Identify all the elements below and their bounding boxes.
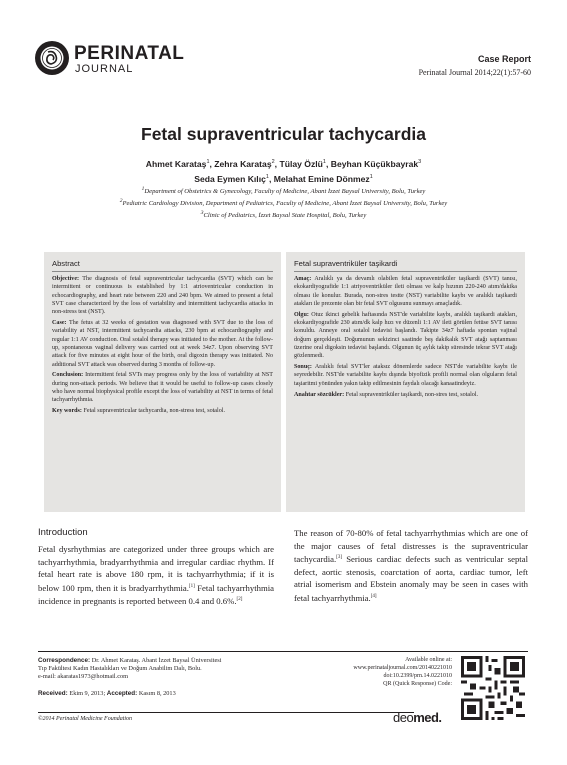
author-name: Beyhan Küçükbayrak (330, 158, 419, 169)
seal-icon (34, 40, 70, 76)
footer-divider (38, 651, 528, 652)
author-name: Ahmet Karataş (145, 158, 207, 169)
doi[interactable]: doi:10.2399/prn.14.0221010 (383, 672, 452, 679)
abstract-case: Case: The fetus at 32 weeks of gestation was diagnosed with SVT due to the loss of variability at NST, intermittent tachycardia attacks, 230 bpm at echocardiography and regular 1:1 AV conduction. Oral sotalol therapy was initiated to the mother. At the follow-up, spontaneous vaginal delivery was carried out at week 34z7. Upon observing SVT attack for five minutes at eight hour of the birth, oral digoxin therapy was initiated. No additional SVT attack was observed during 3 months of follow-up. (52, 320, 273, 368)
author-name: Zehra Karataş (214, 158, 272, 169)
affiliation: $^3$Clinic of Pediatrics, İzzet Baysal State Hospital, Bolu, Turkey (200, 209, 367, 219)
correspondence-email[interactable]: e-mail: akaratas1973@hotmail.com (38, 673, 129, 681)
affiliations (0, 185, 567, 220)
online-info: Available online at: www.perinataljournal.com/20140221010 doi:10.2399/prn.14.0221010 QR (Quick Response) Code: (353, 657, 452, 687)
author-name: Tülay Özlü (279, 158, 323, 169)
abstract-conclusion: Conclusion: Intermittent fetal SVTs may progress only by the loss of variability at NST during non-attack periods. We believe that it would be useful to follow-up cases closely who have normal biophysical profile except the loss of variability at NST in terms of fetal tachyarrhythmia. (52, 372, 273, 404)
copyright: ©2014 Perinatal Medicine Foundation (38, 716, 133, 722)
author-line-1: Ahmet Karataş$^1$, Zehra Karataş$^2$, Tülay Özlü$^1$, Beyhan Küçükbayrak$^3$ (145, 158, 422, 169)
journal-name: PERINATAL (74, 43, 185, 64)
abstract-tr-keywords: Anahtar sözcükler: Fetal supraventriküler taşikardi, non-stres test, sotalol. (294, 391, 479, 398)
article-title: Fetal supraventricular tachycardia (141, 124, 426, 144)
abstract-heading: Abstract (52, 259, 273, 272)
correspondence: Correspondence: Dr. Ahmet Karataş. Abant İzzet Baysal Üniversitesi Tıp Fakültesi Kadın Hastalıkları ve Doğum Anabilim Dalı, Bolu. e-mail: akaratas1973@hotmail.com (38, 657, 368, 682)
abstract-tr-heading: Fetal supraventriküler taşikardi (294, 259, 517, 272)
citation: Perinatal Journal 2014;22(1):57-60 (418, 68, 531, 77)
abstract-english (44, 252, 281, 512)
abstract-turkish (286, 252, 525, 512)
abstract-tr-olgu: Olgu: Otuz ikinci gebelik haftasında NST'de variabilite kaybı, aralıklı taşikardi atakları, ekokardiyografide 230 atım/dk kalp hızı ve düzenli 1:1 AV ileti görülen fetüse SVT tanısı konuldu. Anneye oral sotalol tedavisi başlandı. Takipte 34z7 haftada spontan vajinal doğum gerçekleşti. Doğumunun sekizinci saatinde beş dakikalık SVT atağı saptanması üzerine oral digoksin tedavisi başlandı. Olgunun üç aylık takip süresinde tekrar SVT atağı gözlenmedi. (294, 311, 517, 360)
author-name: Melahat Emine Dönmez (273, 173, 370, 184)
abstract-objective: Objective: The diagnosis of fetal supraventricular tachycardia (SVT) which can be intermittent or continuous is established by 1:1 atrioventricular conduction in echocardiography, and heart rate between 220 and 240 bpm. We aimed to present a fetal SVT case characterized by the loss of variability and intermittent tachycardia attacks in non-stress test (NST). (52, 276, 273, 316)
publisher-logo: deomed. (393, 710, 442, 725)
introduction-right-column: The reason of 70-80% of fetal tachyarrhythmias which are one of the major causes of fetal distresses is the supraventricular tachycardia.[3] Serious cardiac defects such as ventricular septal defect, aortic stenosis, coarctation of aorta, cardiac tumor, left atrial isomerism and Ebstein anomaly may be seen in cases with fetal tachyarrhythmia.[4] (294, 528, 528, 603)
abstract-tr-sonuc: Sonuç: Aralıklı fetal SVT'ler ataksız dönemlerde sadece NST'de variabilite kaybı ile seyredebilir. NST'de variabilite kaybı dışında biyofizik profili normal olan olguların fetal taşiaritmi yönünden yakın takip edilmesinin faydalı olacağı kanaatindeyiz. (294, 364, 517, 387)
introduction-heading: Introduction (38, 527, 88, 538)
affiliation: $^1$Department of Obstetrics & Gynecology, Faculty of Medicine, Abant İzzet Baysal University, Bolu, Turkey (141, 186, 426, 196)
author-list (0, 156, 567, 186)
received-accepted: Received: Ekim 9, 2013; Accepted: Kasım 8, 2013 (38, 690, 176, 697)
journal-subtitle: JOURNAL (75, 63, 134, 75)
affiliation: $^2$Pediatric Cardiology Division, Department of Pediatrics, Faculty of Medicine, Abant İzzet Baysal University, Bolu, Turkey (119, 197, 448, 207)
qr-code-icon (461, 656, 525, 720)
author-line-2: Seda Eymen Kılıç$^1$, Melahat Emine Dönmez$^1$ (194, 173, 373, 184)
footer-bottom-divider (38, 712, 414, 713)
article-type: Case Report (477, 54, 531, 64)
article-url[interactable]: www.perinataljournal.com/20140221010 (353, 664, 452, 671)
introduction-left-column: Fetal dysrhythmias are categorized under three groups which are tachyarrhythmia, bradyarrhythmia and irregular cardiac rhythm. If fetal heart rate is above 180 rpm, it is tachyarrhythmia; if it is below 100 rpm, then it is bradyarrhythmia.[1] Fetal tachyarrhythmia incidence in pregnants is reported between 0.4 and 0.6%.[2] (38, 544, 274, 607)
abstract-keywords: Key words: Fetal supraventricular tachycardia, non-stress test, sotalol. (52, 408, 225, 415)
abstract-tr-amac: Amaç: Aralıklı ya da devamlı olabilen fetal supraventriküler taşikardi (SVT) tanısı, ekokardiyografide 1:1 atriyoventriküler ileti olması ve kalp hızının 220-240 atım/dakika olması ile konulur. Burada, non-stres testte (NST) variabilite kaybı ve aralıklı taşikardi atakları ile prezente olan bir fetal SVT olgusunu sunmayı amaçladık. (294, 276, 518, 307)
author-name: Seda Eymen Kılıç (194, 173, 266, 184)
journal-logo (34, 40, 194, 80)
